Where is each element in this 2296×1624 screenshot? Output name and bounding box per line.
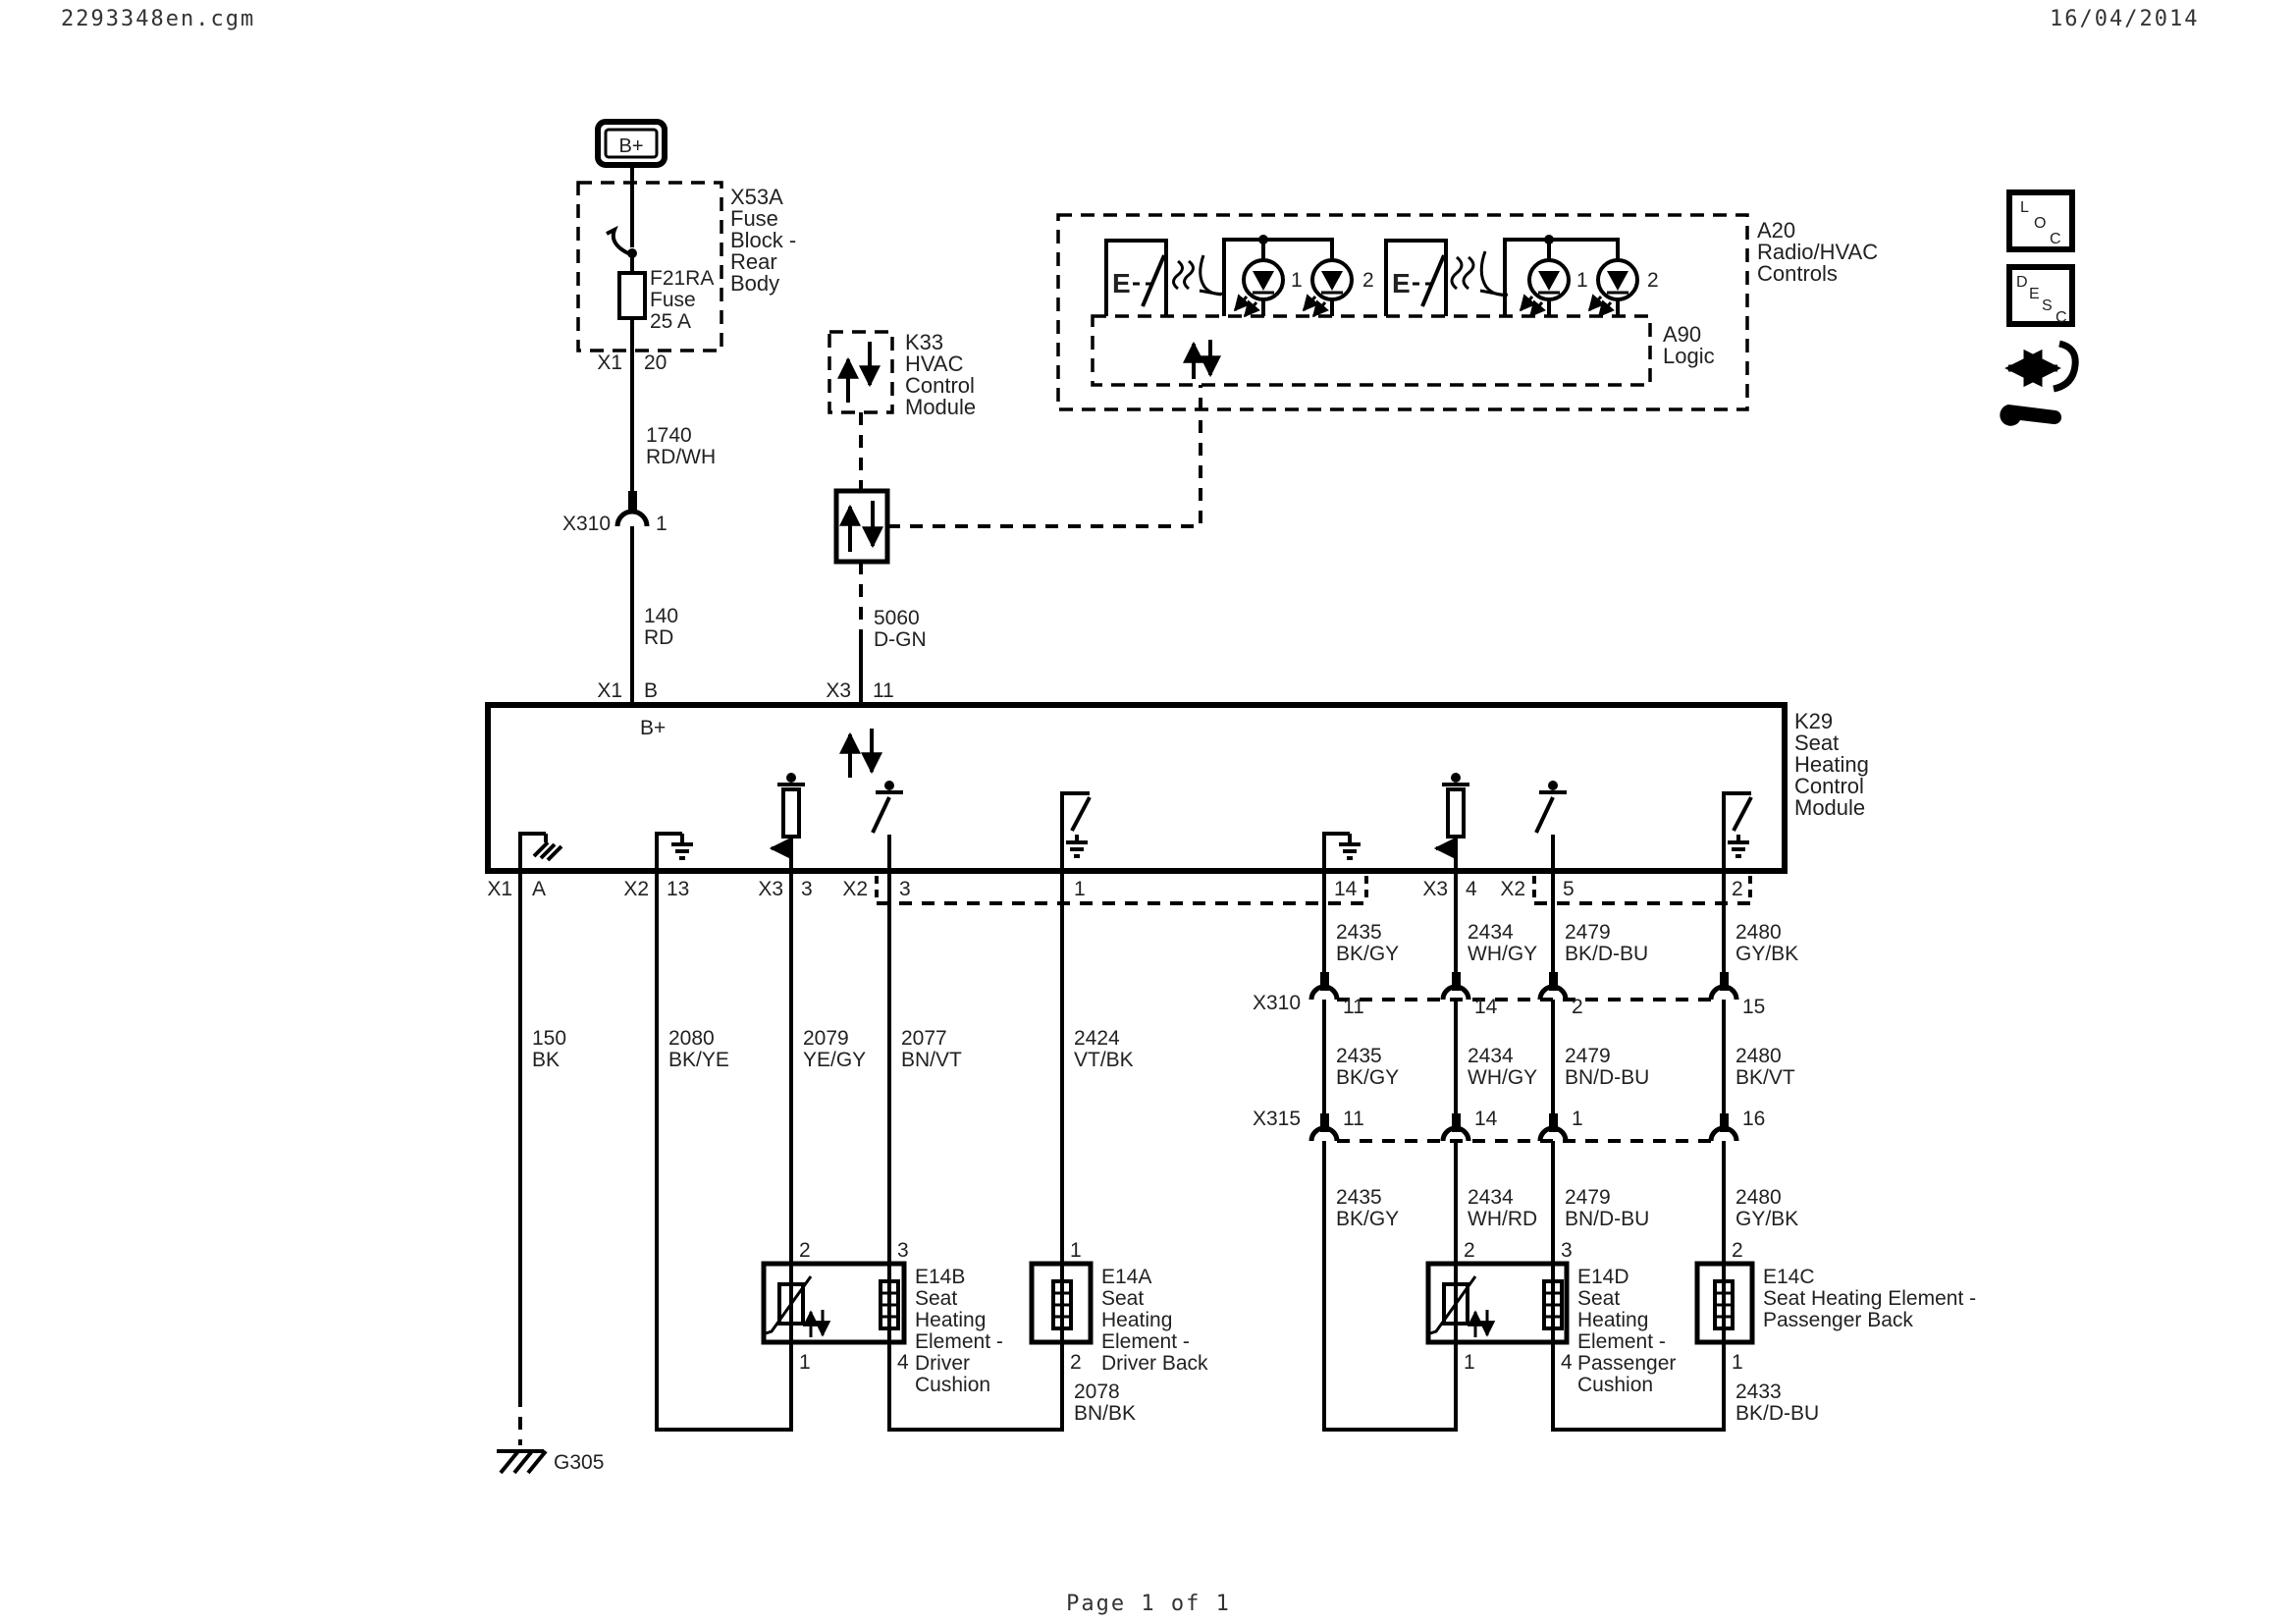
pin-number: 2 (1732, 1239, 1743, 1262)
led-label: 2 (1647, 269, 1659, 292)
wire-circuit: 2077 (901, 1027, 947, 1050)
wire-circuit: 2433 (1735, 1380, 1782, 1403)
k29-id: K29 (1794, 709, 1834, 733)
desc-letter-s: S (2042, 298, 2053, 314)
pin-number: 2 (1070, 1351, 1082, 1374)
a20-name: Radio/HVAC (1757, 240, 1879, 264)
a90-name: Logic (1663, 344, 1715, 368)
element-e14b (764, 1239, 1003, 1396)
desc-letter-c: C (2056, 309, 2067, 326)
wire-color: RD (644, 626, 674, 649)
wire-color: BN/D-BU (1565, 1208, 1650, 1230)
k33-hvac-module (829, 330, 976, 419)
wire-circuit: 2434 (1468, 1186, 1514, 1209)
module-in-conn: X1 (597, 679, 622, 702)
pin-number: 2 (1732, 878, 1743, 900)
connector-x310-inline (562, 491, 667, 535)
connector-id: X310 (1253, 992, 1302, 1014)
element-name: Driver (915, 1352, 970, 1375)
wrench-icon (2000, 405, 2061, 426)
element-name: Element - (1577, 1330, 1666, 1353)
inline-conn-id: X310 (561, 513, 611, 535)
pin-number: 11 (1343, 996, 1364, 1018)
desc-letter-e: E (2029, 286, 2040, 302)
wire-circuit: 2434 (1468, 1045, 1514, 1067)
pin-number: 2 (799, 1239, 811, 1262)
indicator-led-group-driver (1224, 235, 1374, 316)
pin-conn: X2 (842, 878, 868, 900)
k29-name: Seat (1794, 731, 1840, 755)
internal-bplus-label: B+ (640, 717, 667, 739)
pin-number: 5 (1563, 878, 1575, 900)
k29-module (487, 705, 1869, 903)
pin-number: 2 (1464, 1239, 1475, 1262)
wire-column-2480 (1711, 871, 1736, 1264)
a20-id: A20 (1757, 218, 1796, 243)
element-id: E14D (1577, 1266, 1629, 1288)
wire-circuit: 2479 (1565, 1045, 1611, 1067)
heated-seat-icon (1174, 255, 1225, 295)
pin-number: 4 (1561, 1351, 1573, 1374)
wire-color: BK/GY (1336, 1208, 1400, 1230)
connector-row-x310 (1253, 992, 1765, 1018)
element-name: Element - (915, 1330, 1003, 1353)
battery-feed (598, 122, 665, 247)
b-plus-terminal-label: B+ (618, 135, 644, 157)
indicator-led-group-passenger (1505, 235, 1659, 316)
a20-radio-hvac-controls (1058, 215, 1878, 409)
element-name: Cushion (915, 1374, 991, 1396)
wire-circuit: 2079 (803, 1027, 849, 1050)
pin-number: 16 (1742, 1108, 1766, 1130)
pin-number: 14 (1474, 1108, 1498, 1130)
wire-color: BN/D-BU (1565, 1066, 1650, 1089)
wire-color: BK/VT (1735, 1066, 1795, 1089)
switch-blade (1422, 255, 1444, 306)
wire-color: WH/GY (1468, 943, 1538, 965)
element-id: E14C (1763, 1266, 1815, 1288)
pin-number: 1 (1464, 1351, 1475, 1374)
switch-letter: E (1112, 268, 1131, 298)
fuse-block-name: Block - (730, 228, 797, 252)
pin-conn: X3 (758, 878, 783, 900)
wire-color: YE/GY (803, 1049, 867, 1071)
k29-name: Module (1794, 795, 1866, 820)
fuse-type: Fuse (650, 289, 696, 311)
connector-row-x315 (1253, 1108, 1765, 1141)
wire-color: BK/YE (668, 1049, 729, 1071)
page-title: 2293348en.cgm (61, 7, 256, 31)
serial-data-junction (826, 385, 1201, 705)
element-name: Cushion (1577, 1374, 1654, 1396)
wire-color: BN/BK (1074, 1402, 1137, 1425)
k33-id: K33 (905, 330, 944, 354)
inline-conn-pin: 1 (656, 513, 667, 535)
k29-bottom-pin-labels (487, 876, 1750, 903)
led-label: 2 (1362, 269, 1374, 292)
wire-circuit: 2480 (1735, 921, 1782, 944)
element-e14a (1032, 1239, 1208, 1425)
element-name: Seat Heating Element - (1763, 1287, 1977, 1310)
wire-color: BK/GY (1336, 1066, 1400, 1089)
k33-name: Control (905, 373, 975, 398)
element-e14c (1697, 1239, 1976, 1425)
wire-color: BK/D-BU (1735, 1402, 1820, 1425)
pin-number: 4 (897, 1351, 909, 1374)
pin-number: 14 (1334, 878, 1358, 900)
pin-number: A (532, 878, 547, 900)
wire-column-2434 (1443, 871, 1468, 1264)
pin-number: 14 (1474, 996, 1498, 1018)
wire-circuit: 2078 (1074, 1380, 1120, 1403)
wire-140 (597, 526, 678, 705)
switch-letter: E (1392, 268, 1411, 298)
pin-conn: X1 (487, 878, 512, 900)
k33-name: Module (905, 395, 977, 419)
thermistor-symbol (766, 1276, 823, 1337)
fuse-out-pin: 20 (644, 352, 667, 374)
loc-button[interactable] (2009, 192, 2072, 249)
pin-number: 3 (897, 1239, 909, 1262)
wire-color: D-GN (874, 628, 927, 651)
element-name: Passenger Back (1763, 1309, 1913, 1331)
wire-color: BN/VT (901, 1049, 962, 1071)
wire-color: RD/WH (646, 446, 717, 468)
seat-heat-switch-driver[interactable] (1106, 241, 1224, 316)
k33-name: HVAC (905, 352, 964, 376)
pin-number: 1 (1572, 1108, 1583, 1130)
element-name: Heating (915, 1309, 987, 1331)
wire-circuit: 2435 (1336, 921, 1382, 944)
wiring-navigation-icon[interactable] (2000, 344, 2075, 426)
ground-symbol (657, 834, 693, 871)
wire-circuit: 2424 (1074, 1027, 1120, 1050)
element-name: Heating (1101, 1309, 1173, 1331)
page-number: Page 1 of 1 (1066, 1592, 1231, 1616)
pin-number: 1 (1074, 878, 1086, 900)
wire-circuit: 2480 (1735, 1186, 1782, 1209)
wire-color: WH/GY (1468, 1066, 1538, 1089)
seat-heat-switch-passenger[interactable] (1386, 241, 1508, 316)
loc-letter-c: C (2050, 231, 2061, 247)
a90-logic-block (1093, 316, 1715, 385)
ground-symbol (1324, 834, 1361, 871)
pin-number: 1 (799, 1351, 811, 1374)
wire-circuit: 2080 (668, 1027, 715, 1050)
wire-circuit: 2479 (1565, 1186, 1611, 1209)
k29-name: Heating (1794, 752, 1869, 777)
element-id: E14A (1101, 1266, 1152, 1288)
fuse-id: F21RA (650, 267, 715, 290)
fuse-block-id: X53A (730, 185, 783, 209)
a20-name: Controls (1757, 261, 1838, 286)
desc-button[interactable] (2009, 267, 2072, 326)
fuse-block-name: Rear (730, 249, 777, 274)
wire-circuit: 5060 (874, 607, 920, 629)
fuse-out-conn: X1 (597, 352, 622, 374)
pin-number: 11 (1343, 1108, 1364, 1130)
fuse-symbol (619, 273, 645, 318)
wire-color: BK/D-BU (1565, 943, 1649, 965)
module-in-pin: 11 (873, 679, 894, 702)
wire-color: WH/RD (1468, 1208, 1538, 1230)
wire-circuit: 1740 (646, 424, 692, 447)
clip-symbol (607, 230, 628, 253)
pin-number: 3 (899, 878, 911, 900)
pin-number: 1 (1732, 1351, 1743, 1374)
ground-id: G305 (554, 1451, 605, 1474)
element-name: Element - (1101, 1330, 1190, 1353)
element-name: Heating (1577, 1309, 1649, 1331)
element-id: E14B (915, 1266, 966, 1288)
pin-number: 13 (667, 878, 690, 900)
switch-output-symbol (873, 781, 903, 871)
element-name: Driver Back (1101, 1352, 1208, 1375)
loc-letter-o: O (2034, 215, 2047, 232)
fuse-block-x53a (578, 183, 796, 374)
switch-to-ground-symbol (1724, 793, 1751, 871)
element-name: Seat (1577, 1287, 1621, 1310)
wire-circuit: 150 (532, 1027, 567, 1050)
wire-circuit: 140 (644, 605, 679, 627)
fuse-rating: 25 A (650, 310, 692, 333)
sensor-input-symbol (772, 773, 805, 871)
pin-conn: X3 (1422, 878, 1448, 900)
page-date: 16/04/2014 (2050, 7, 2200, 31)
led-label: 1 (1291, 269, 1303, 292)
switch-to-ground-symbol (1062, 793, 1090, 871)
element-name: Seat (1101, 1287, 1145, 1310)
switch-output-symbol (1536, 781, 1567, 871)
chassis-ground-symbol (520, 834, 561, 871)
pin-number: 4 (1466, 878, 1477, 900)
wire-circuit: 2434 (1468, 921, 1514, 944)
wire-circuit: 2479 (1565, 921, 1611, 944)
thermistor-symbol (1430, 1276, 1487, 1337)
loc-letter-l: L (2020, 199, 2029, 216)
led-label: 1 (1576, 269, 1588, 292)
k29-name: Control (1794, 774, 1864, 798)
pin-number: 1 (1070, 1239, 1082, 1262)
heated-seat-icon (1452, 251, 1508, 296)
element-name: Seat (915, 1287, 958, 1310)
module-in-conn: X3 (826, 679, 851, 702)
wire-color: GY/BK (1735, 1208, 1799, 1230)
wire-color: GY/BK (1735, 943, 1799, 965)
g305-ground-symbol (497, 1451, 546, 1473)
wire-color: BK (532, 1049, 561, 1071)
pin-number: 3 (801, 878, 813, 900)
switch-blade (1143, 255, 1164, 306)
pin-number: 3 (1561, 1239, 1573, 1262)
element-name: Passenger (1577, 1352, 1677, 1375)
wire-circuit: 2480 (1735, 1045, 1782, 1067)
connector-id: X315 (1253, 1108, 1302, 1130)
wire-circuit: 2435 (1336, 1186, 1382, 1209)
pin-conn: X2 (1500, 878, 1525, 900)
sensor-input-symbol (1436, 773, 1469, 871)
wire-circuit: 2435 (1336, 1045, 1382, 1067)
fuse-block-name: Fuse (730, 206, 778, 231)
wire-color: VT/BK (1074, 1049, 1134, 1071)
module-in-pin: B (644, 679, 659, 702)
a90-id: A90 (1663, 322, 1702, 347)
right-harness (1253, 871, 1798, 1430)
wire-color: BK/GY (1336, 943, 1400, 965)
pin-number: 15 (1742, 996, 1766, 1018)
fuse-block-name: Body (730, 271, 780, 296)
pin-conn: X2 (623, 878, 649, 900)
desc-letter-d: D (2016, 274, 2028, 291)
pin-number: 2 (1572, 996, 1583, 1018)
